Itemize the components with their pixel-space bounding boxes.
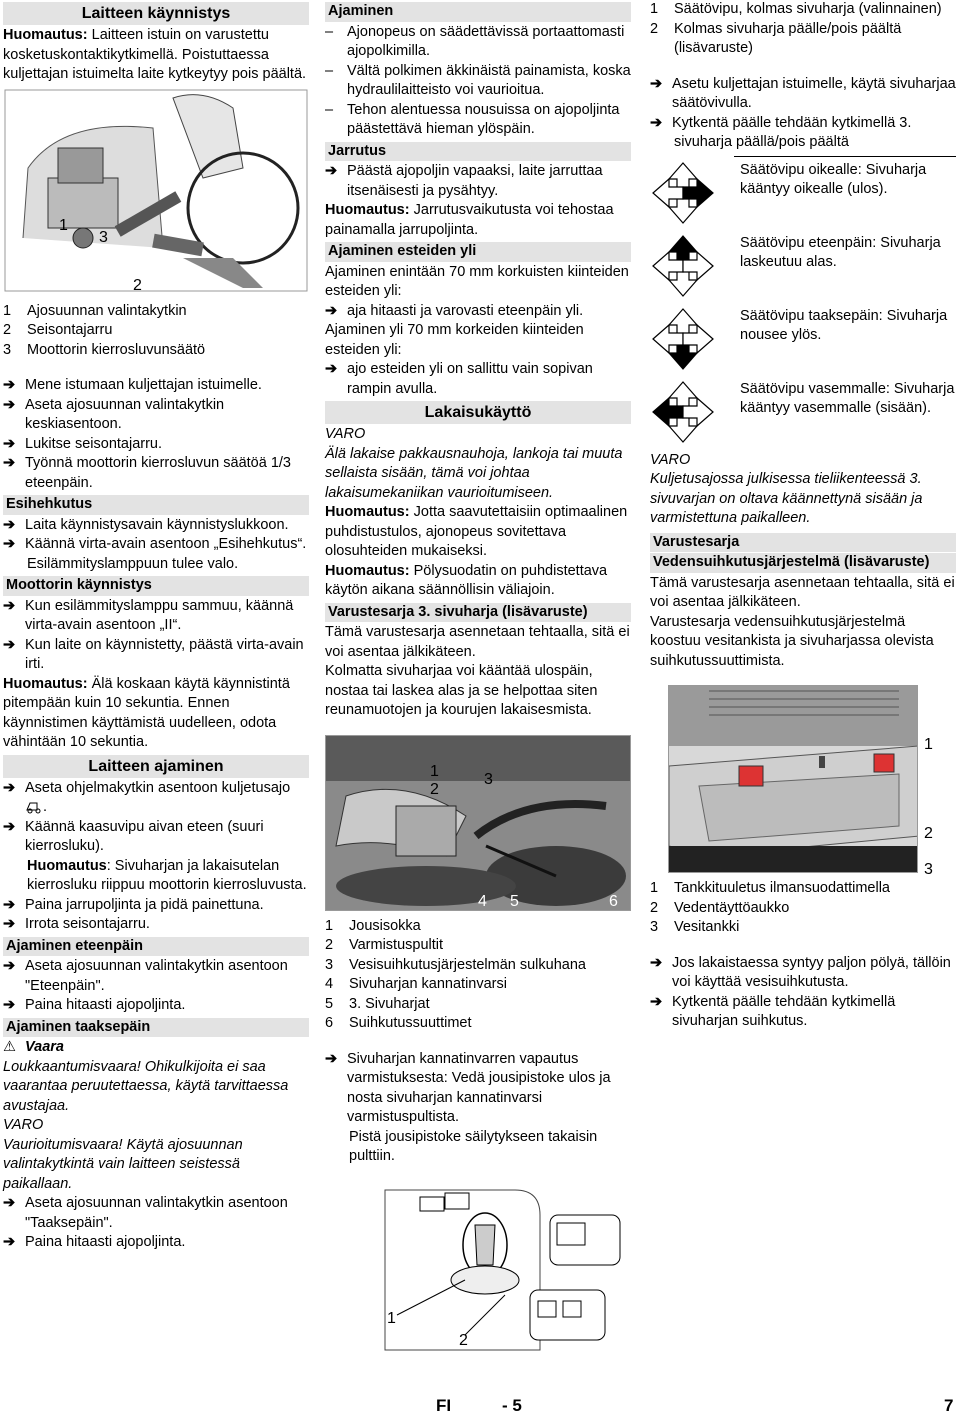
arrow-bullet-icon: ➔ bbox=[325, 361, 338, 377]
fig4-label-3: 3 bbox=[924, 861, 933, 878]
legend-1 bbox=[3, 302, 309, 361]
start-note bbox=[3, 26, 309, 85]
dashboard-figure bbox=[3, 88, 309, 293]
water-tank-illustration bbox=[669, 686, 918, 873]
step: ➔ Mene istumaan kuljettajan istuimelle. bbox=[3, 376, 309, 396]
column-1 bbox=[3, 0, 309, 1253]
legend-item: 1 Jousisokka bbox=[325, 917, 421, 934]
arrow-bullet-icon: ➔ bbox=[3, 597, 16, 614]
legend-item: 5 3. Sivuharjat bbox=[325, 995, 430, 1012]
fig3-label-1: 1 bbox=[387, 1309, 396, 1327]
side-brush-illustration bbox=[326, 736, 631, 911]
step: ➔ Aseta ajosuunnan valintakytkin asentoon "Eteenpäin". bbox=[3, 957, 309, 996]
step: ➔ Paina jarrupoljinta ja pidä painettuna. bbox=[3, 896, 309, 916]
arrow-bullet-icon: ➔ bbox=[3, 536, 16, 552]
lever-direction-text: Säätövipu eteenpäin: Sivuharja laskeutuu alas. bbox=[740, 234, 941, 270]
arrow-bullet-icon: ➔ bbox=[325, 163, 338, 179]
warning-triangle-icon: ⚠ bbox=[3, 1039, 16, 1055]
step: ➔ Irrota seisontajarru. bbox=[3, 915, 309, 935]
arrow-bullet-icon: ➔ bbox=[3, 377, 16, 393]
footer-number: 7 bbox=[944, 1396, 954, 1415]
caution-title: VARO bbox=[325, 426, 366, 442]
kit3-text: Tämä varustesarja asennetaan tehtaalla, sitä ei voi asentaa jälkikäteen. bbox=[325, 624, 630, 660]
arrow-bullet-icon: ➔ bbox=[3, 779, 16, 796]
legend-item: 3 Vesitankki bbox=[650, 919, 740, 935]
side-brush-photo bbox=[325, 735, 631, 911]
arrow-bullet-icon: ➔ bbox=[650, 954, 663, 971]
lever-direction-down bbox=[650, 305, 956, 378]
step: ➔ ajo esteiden yli on sallittu vain sopivan rampin avulla. bbox=[325, 360, 631, 399]
engine-note: Huomautus: Älä koskaan käytä käynnistintä pitempään kuin 10 sekuntia. Ennen käynnistimen käyttämistä uudelleen, odota vähintään 10 sekuntia. bbox=[3, 675, 290, 750]
fig1-label-1: 1 bbox=[59, 216, 68, 234]
joystick-figure bbox=[325, 1185, 631, 1355]
step-continuation: sivuharja päällä/pois päältä bbox=[674, 134, 849, 150]
step: ➔ Käännä kaasuvipu aivan eteen (suuri kierrosluku). bbox=[3, 818, 309, 857]
lever-directions bbox=[734, 156, 956, 157]
caution-title: VARO bbox=[650, 451, 691, 468]
caution-title: VARO bbox=[3, 1117, 44, 1133]
kit3-text: Kolmatta sivuharjaa voi kääntää ulospäin, nostaa tai laskea alas ja se helpottaa siten reunamuotojen ja kourujen lakaisesmista. bbox=[325, 663, 598, 718]
dash-item: – Vältä polkimen äkkinäistä painamista, koska hydraulilaitteisto voi vaurioitua. bbox=[325, 62, 631, 98]
section-title-start: Laitteen käynnistys bbox=[3, 2, 309, 25]
legend-item: 2 Kolmas sivuharja päälle/pois päältä (lisävaruste) bbox=[650, 20, 902, 56]
legend-item: 3 Moottorin kierrosluvunsäätö bbox=[3, 341, 206, 358]
caution-text: Älä lakaise pakkausnauhoja, lankoja tai muuta sellaista sisään, tämä voi johtaa lakaisumekaniikan vaurioitumiseen. bbox=[325, 445, 623, 501]
fig3-label-2: 2 bbox=[459, 1331, 468, 1349]
lever-direction-text: Säätövipu oikealle: Sivuharja kääntyy oikealle (ulos). bbox=[740, 161, 927, 197]
fig2-label-6: 6 bbox=[609, 892, 618, 910]
sweep-note: Huomautus: Pölysuodatin on puhdistettava käytön aikana säännöllisin väliajoin. bbox=[325, 562, 608, 598]
legend-item: 1 Tankkituuletus ilmansuodattimella bbox=[650, 880, 890, 896]
section-title-sweeping: Lakaisukäyttö bbox=[325, 401, 631, 424]
lever-direction-list bbox=[650, 159, 956, 451]
warning-heading: ⚠ Vaara bbox=[3, 1038, 309, 1058]
legend-item: 2 Seisontajarru bbox=[3, 322, 113, 338]
arrow-bullet-icon: ➔ bbox=[3, 1234, 16, 1250]
joystick-illustration bbox=[325, 1185, 631, 1355]
kit-text: Varustesarja vedensuihkutusjärjestelmä koostuu vesitankista ja sivuharjassa olevista suihkutussuuttimista. bbox=[650, 613, 934, 669]
section-title-driving: Ajaminen bbox=[325, 2, 631, 22]
step: ➔ Lukitse seisontajarru. bbox=[3, 435, 309, 455]
arrow-bullet-icon: ➔ bbox=[3, 435, 16, 452]
arrow-bullet-icon: ➔ bbox=[3, 818, 16, 835]
arrow-bullet-icon: ➔ bbox=[3, 958, 16, 974]
preheat-note: Esilämmityslamppuun tulee valo. bbox=[27, 555, 239, 572]
fig4-label-1: 1 bbox=[924, 736, 933, 753]
arrow-bullet-icon: ➔ bbox=[3, 516, 16, 533]
step: ➔ Jos lakaistaessa syntyy paljon pölyä, tällöin voi käyttää vesisuihkutusta. bbox=[650, 954, 956, 993]
legend-2 bbox=[325, 917, 631, 1034]
fig1-label-3: 3 bbox=[99, 228, 108, 246]
section-title-engine: Moottorin käynnistys bbox=[3, 576, 309, 596]
caution-text: Kuljetusajossa julkisessa tieliikenteessä 3. sivuvarjan on oltava käännettynä sisään ja varmistettuna paikalleen. bbox=[650, 471, 923, 526]
section-title-kit3: Varustesarja 3. sivuharja (lisävaruste) bbox=[325, 603, 631, 623]
footer-lang: FI bbox=[436, 1396, 452, 1415]
obstacle-text: Ajaminen enintään 70 mm korkuisten kiinteiden esteiden yli: bbox=[325, 263, 629, 299]
footer-page: - 5 bbox=[502, 1396, 522, 1415]
direction-cross-down-icon bbox=[650, 305, 716, 373]
direction-cross-left-icon bbox=[650, 378, 716, 446]
fig2-label-1: 1 bbox=[430, 762, 439, 780]
step: ➔ Päästä ajopoljin vapaaksi, laite jarruttaa itsenäisesti ja pysähtyy. bbox=[325, 162, 631, 201]
step: ➔ Aseta ajosuunnan valintakytkin keskiasentoon. bbox=[3, 396, 309, 435]
obstacle-text: Ajaminen yli 70 mm korkeiden kiinteiden esteiden yli: bbox=[325, 322, 584, 358]
caution-text: Vaurioitumisvaara! Käytä ajosuunnan valintakytkintä vain laitteen seistessä paikallaan. bbox=[3, 1136, 243, 1192]
lever-direction-text: Säätövipu taaksepäin: Sivuharja nousee ylös. bbox=[740, 307, 948, 343]
arrow-bullet-icon: ➔ bbox=[325, 302, 338, 319]
step: ➔ Laita käynnistysavain käynnistyslukkoon. bbox=[3, 516, 309, 536]
step: ➔ Käännä virta-avain asentoon „Esihehkutus“. bbox=[3, 535, 309, 555]
step: ➔ Sivuharjan kannatinvarren vapautus varmistuksesta: Vedä jousipistoke ulos ja nosta sivuharjan kannatinvarsi varmistuspultista. bbox=[325, 1050, 631, 1128]
section-title-water-kit: Varustesarja bbox=[650, 533, 956, 553]
fig4-label-2: 2 bbox=[924, 825, 933, 842]
legend-item: 2 Varmistuspultit bbox=[325, 937, 444, 953]
lever-direction-up bbox=[650, 232, 956, 305]
lever-direction-text: Säätövipu vasemmalle: Sivuharja kääntyy vasemmalle (sisään). bbox=[740, 380, 955, 416]
arrow-bullet-icon: ➔ bbox=[3, 896, 16, 913]
fig2-label-2: 2 bbox=[430, 780, 439, 798]
section-title-reverse: Ajaminen taaksepäin bbox=[3, 1018, 309, 1038]
legend-item: 1 Säätövipu, kolmas sivuharja (valinnainen) bbox=[650, 1, 942, 17]
arrow-bullet-icon: ➔ bbox=[3, 997, 16, 1013]
step: ➔ Asetu kuljettajan istuimelle, käytä sivuharjaa säätövivulla. bbox=[650, 75, 956, 114]
arrow-bullet-icon: ➔ bbox=[3, 455, 16, 471]
kit-text: Tämä varustesarja asennetaan tehtaalla, sitä ei voi asentaa jälkikäteen. bbox=[650, 574, 955, 610]
step: ➔ Kun laite on käynnistetty, päästä virta-avain irti. bbox=[3, 636, 309, 675]
direction-cross-right-icon bbox=[650, 159, 716, 227]
legend-item: 2 Vedentäyttöaukko bbox=[650, 899, 790, 916]
fig1-label-2: 2 bbox=[133, 276, 142, 293]
dash-item: – Ajonopeus on säädettävissä portaattomasti ajopolkimilla. bbox=[325, 23, 625, 59]
fig2-label-4: 4 bbox=[478, 892, 487, 910]
step: ➔ Paina hitaasti ajopoljinta. bbox=[3, 996, 309, 1016]
section-title-forward: Ajaminen eteenpäin bbox=[3, 937, 309, 957]
legend-item: 4 Sivuharjan kannatinvarsi bbox=[325, 976, 507, 992]
step: ➔ Aseta ajosuunnan valintakytkin asentoon "Taaksepäin". bbox=[3, 1194, 309, 1233]
warning-text: Loukkaantumisvaara! Ohikulkijoita ei saa vaarantaa peruutettaessa, käytä tarvittaessa avustajaa. bbox=[3, 1058, 289, 1114]
fig2-label-5: 5 bbox=[510, 892, 519, 910]
arrow-bullet-icon: ➔ bbox=[3, 636, 16, 653]
section-title-obstacles: Ajaminen esteiden yli bbox=[325, 242, 631, 262]
step: ➔ aja hitaasti ja varovasti eteenpäin yli. bbox=[325, 302, 631, 322]
arrow-bullet-icon: ➔ bbox=[650, 114, 663, 131]
section-title-brake: Jarrutus bbox=[325, 142, 631, 162]
step: ➔ Työnnä moottorin kierrosluvun säätöä 1/3 eteenpäin. bbox=[3, 454, 309, 493]
drive-note: Huomautus: Sivuharjan ja lakaisutelan kierrosluku riippuu moottorin kierrosluvusta. bbox=[27, 857, 307, 893]
dash-item: – Tehon alentuessa nousuissa on ajopoljinta päästettävä hieman ylöspäin. bbox=[325, 101, 620, 137]
arrow-bullet-icon: ➔ bbox=[650, 993, 663, 1010]
water-tank-photo bbox=[668, 685, 918, 873]
sweep-note: Huomautus: Jotta saavutettaisiin optimaalinen puhdistustulos, ajonopeus sovitettava olosuhteiden mukaiseksi. bbox=[325, 504, 628, 559]
step: ➔ Paina hitaasti ajopoljinta. bbox=[3, 1233, 309, 1253]
step: ➔ Kytkentä päälle tehdään kytkimellä 3. bbox=[650, 114, 956, 134]
legend-4 bbox=[650, 879, 956, 938]
legend-3 bbox=[650, 0, 956, 59]
step: ➔ Aseta ohjelmakytkin asentoon kuljetusajo . bbox=[3, 779, 309, 818]
fig2-label-3: 3 bbox=[484, 770, 493, 788]
direction-cross-up-icon bbox=[650, 232, 716, 300]
release-note: Pistä jousipistoke säilytykseen takaisin pulttiin. bbox=[349, 1128, 598, 1164]
arrow-bullet-icon: ➔ bbox=[3, 916, 16, 932]
column-2 bbox=[325, 0, 631, 1355]
step: ➔ Kytkentä päälle tehdään kytkimellä sivuharjan suihkutus. bbox=[650, 993, 956, 1032]
column-3 bbox=[650, 0, 956, 1032]
lever-direction-right bbox=[650, 159, 956, 232]
arrow-bullet-icon: ➔ bbox=[325, 1050, 338, 1067]
legend-item: 6 Suihkutussuuttimet bbox=[325, 1015, 472, 1031]
dashboard-illustration bbox=[3, 88, 309, 293]
brake-note: Huomautus: Jarrutusvaikutusta voi tehostaa painamalla jarrupoljinta. bbox=[325, 202, 614, 238]
note-label: Huomautus: bbox=[3, 27, 88, 43]
section-title-water-kit-2: Vedensuihkutusjärjestelmä (lisävaruste) bbox=[650, 553, 956, 573]
step: ➔ Kun esilämmityslamppu sammuu, käännä virta-avain asentoon „II“. bbox=[3, 597, 309, 636]
section-title-preheat: Esihehkutus bbox=[3, 495, 309, 515]
transport-mode-icon bbox=[25, 800, 43, 814]
arrow-bullet-icon: ➔ bbox=[3, 396, 16, 413]
arrow-bullet-icon: ➔ bbox=[3, 1195, 16, 1211]
legend-item: 1 Ajosuunnan valintakytkin bbox=[3, 302, 187, 319]
arrow-bullet-icon: ➔ bbox=[650, 75, 663, 92]
section-title-drive: Laitteen ajaminen bbox=[3, 755, 309, 778]
lever-direction-left bbox=[650, 378, 956, 451]
note-text: Laitteen istuin on varustettu kosketuskontaktikytkimellä. Poistuttaessa kuljettajan istuimelta laite kytkeytyy pois päältä. bbox=[3, 27, 307, 82]
legend-item: 3 Vesisuihkutusjärjestelmän sulkuhana bbox=[325, 956, 586, 973]
